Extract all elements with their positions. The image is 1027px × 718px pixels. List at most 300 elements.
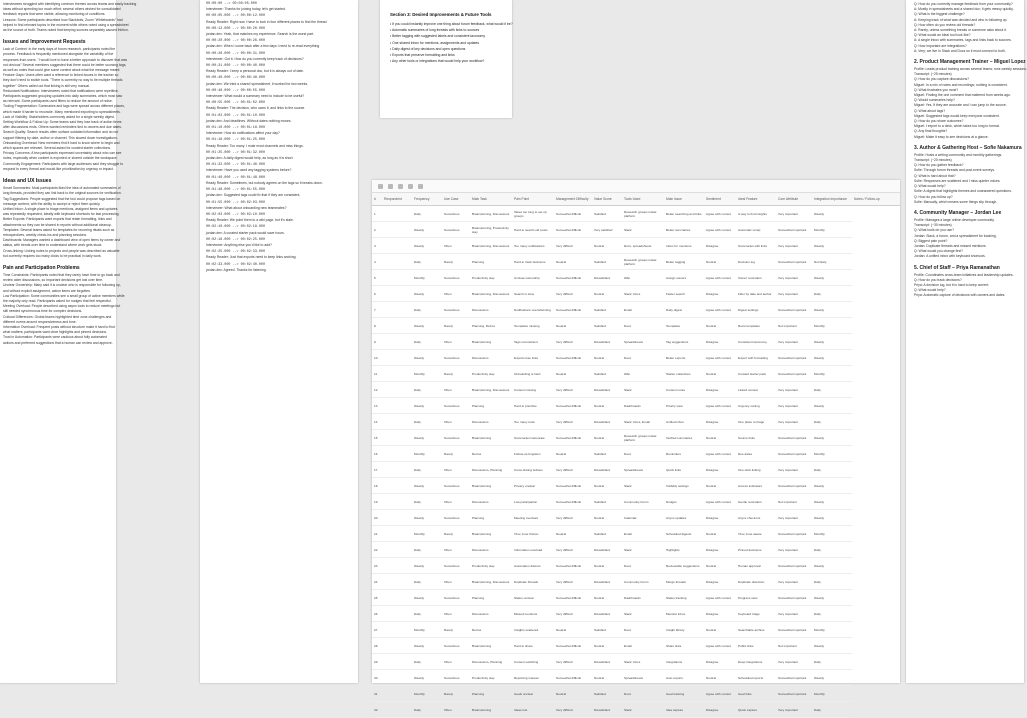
table-cell[interactable]: Monthly [812,686,852,702]
table-cell[interactable]: Assign owners [664,270,704,286]
table-row[interactable] [372,654,900,670]
table-cell[interactable]: Weekly [812,334,852,350]
table-cell[interactable]: Sometimes [442,270,470,286]
table-cell[interactable]: Consistent taxonomy [736,334,776,350]
table-cell[interactable]: Weekly [812,670,852,686]
table-cell[interactable]: Very difficult [554,334,592,350]
table-cell[interactable]: 14 [372,414,382,430]
table-cell[interactable]: Reminders [664,446,704,462]
table-cell[interactable]: Onboarding is hard [512,366,554,382]
table-cell[interactable]: Keyboard triage [736,606,776,622]
table-cell[interactable]: Tags inconsistent [512,334,554,350]
table-row[interactable] [372,302,900,318]
table-cell[interactable]: Dissatisfied [592,334,622,350]
table-cell[interactable]: Public links [736,638,776,654]
table-cell[interactable]: Neutral [704,670,736,686]
table-cell[interactable]: Very important [776,654,812,670]
table-cell[interactable]: Hard to prioritize [512,398,554,414]
table-cell[interactable]: Weekly [812,510,852,526]
table-cell[interactable]: Due dates [736,446,776,462]
table-cell[interactable]: Context notes [664,382,704,398]
column-header[interactable]: Frequency [412,193,442,206]
table-cell[interactable] [382,654,412,670]
table-cell[interactable]: Slack [622,702,664,718]
column-header[interactable]: Core Attribute [776,193,812,206]
table-cell[interactable]: Agree with current [704,638,736,654]
table-cell[interactable]: Agree with current [704,494,736,510]
table-cell[interactable]: Very important [776,462,812,478]
table-cell[interactable]: Very important [776,510,812,526]
table-cell[interactable] [382,286,412,302]
table-cell[interactable]: Slack, Docs [622,286,664,302]
table-cell[interactable]: Scheduled digests [664,526,704,542]
table-cell[interactable]: Somewhat difficult [554,206,592,222]
table-cell[interactable]: Very important [776,414,812,430]
table-cell[interactable]: Insights scattered [512,622,554,638]
table-cell[interactable]: Search is slow [512,286,554,302]
table-cell[interactable]: Slack [622,222,664,238]
table-cell[interactable]: 3 [372,238,382,254]
table-cell[interactable]: Agree with current [704,686,736,702]
table-cell[interactable]: Weekly [812,270,852,286]
table-cell[interactable]: Somewhat important [776,430,812,446]
table-cell[interactable]: Disagree [704,238,736,254]
table-cell[interactable]: Disagree [704,334,736,350]
table-cell[interactable]: Unified inbox [664,414,704,430]
table-row[interactable] [372,318,900,334]
table-cell[interactable]: Disagree [704,654,736,670]
table-cell[interactable]: Community forum [622,574,664,590]
table-cell[interactable]: Too many tools [512,414,554,430]
table-cell[interactable]: Scheduled reports [736,670,776,686]
table-cell[interactable]: Rarely [442,526,470,542]
table-cell[interactable]: Weekly [412,222,442,238]
table-cell[interactable]: Often [442,606,470,622]
table-cell[interactable]: 28 [372,638,382,654]
table-cell[interactable]: Weekly [812,478,852,494]
table-cell[interactable]: Neutral [704,430,736,446]
table-cell[interactable]: Neutral [704,318,736,334]
table-cell[interactable]: Better exports [664,350,704,366]
table-cell[interactable]: Monthly [812,526,852,542]
table-cell[interactable]: Satisfied [592,366,622,382]
table-cell[interactable]: Somewhat important [776,254,812,270]
column-header[interactable]: Use Case [442,193,470,206]
table-cell[interactable]: 32 [372,702,382,718]
table-cell[interactable]: Somewhat difficult [554,494,592,510]
table-cell[interactable]: Brainstorming, Productivity stay [470,222,512,238]
table-row[interactable] [372,526,900,542]
table-cell[interactable]: Weekly [412,238,442,254]
table-cell[interactable]: Daily [412,542,442,558]
table-cell[interactable]: 12 [372,382,382,398]
table-cell[interactable]: Dissatisfied [592,702,622,718]
table-cell[interactable]: Dissatisfied [592,462,622,478]
table-cell[interactable]: Very important [776,542,812,558]
table-cell[interactable]: Goal links [736,686,776,702]
table-cell[interactable]: Somewhat difficult [554,558,592,574]
table-cell[interactable]: Goal tracking [664,686,704,702]
table-cell[interactable]: Neutral [592,510,622,526]
table-cell[interactable]: Very difficult [554,414,592,430]
table-cell[interactable]: Somewhat difficult [554,350,592,366]
table-cell[interactable]: Sometimes [442,638,470,654]
table-cell[interactable]: Somewhat difficult [554,590,592,606]
table-cell[interactable]: Daily [812,462,852,478]
table-cell[interactable]: Weekly [412,638,442,654]
table-cell[interactable] [382,366,412,382]
table-cell[interactable]: One place to triage [736,414,776,430]
table-cell[interactable]: Daily [812,654,852,670]
table-cell[interactable]: Daily digest [664,302,704,318]
table-cell[interactable]: Slack [622,542,664,558]
table-cell[interactable]: Brainstorming, Discussions [470,382,512,398]
table-cell[interactable]: Docs [622,622,664,638]
table-cell[interactable]: Somewhat important [776,446,812,462]
table-cell[interactable]: Rarely [442,686,470,702]
table-row[interactable] [372,606,900,622]
table-cell[interactable]: 27 [372,622,382,638]
table-cell[interactable]: 21 [372,526,382,542]
table-cell[interactable]: Not important [776,638,812,654]
column-header[interactable]: Respondent [382,193,412,206]
table-row[interactable] [372,686,900,702]
table-cell[interactable]: Mention inbox [664,606,704,622]
table-cell[interactable]: 15 [372,430,382,446]
table-cell[interactable]: Research groups inside platform [622,254,664,270]
table-cell[interactable]: Sometimes [442,222,470,238]
table-cell[interactable]: Cross-linking tedious [512,462,554,478]
table-cell[interactable]: 11 [372,366,382,382]
column-header[interactable]: Value Score [592,193,622,206]
table-cell[interactable]: Often [442,654,470,670]
table-cell[interactable]: Neutral [592,238,622,254]
table-cell[interactable]: Follow-up forgotten [512,446,554,462]
table-cell[interactable] [382,478,412,494]
table-cell[interactable]: 7 [372,302,382,318]
table-cell[interactable]: Discussions [470,542,512,558]
table-cell[interactable]: Very difficult [554,574,592,590]
table-cell[interactable]: Meeting overload [512,510,554,526]
table-row[interactable] [372,238,900,254]
table-row[interactable] [372,222,900,238]
table-cell[interactable]: 2 [372,222,382,238]
table-cell[interactable]: Slack, Docs [622,654,664,670]
table-cell[interactable]: Disagree [704,542,736,558]
table-cell[interactable]: Very important [776,270,812,286]
table-cell[interactable]: Sometimes [442,510,470,526]
table-cell[interactable]: Daily [412,606,442,622]
table-cell[interactable]: Neutral [554,254,592,270]
table-cell[interactable]: Often [442,574,470,590]
table-cell[interactable]: Monthly [412,686,442,702]
table-cell[interactable]: Discussions, Planning [470,462,512,478]
table-row[interactable] [372,590,900,606]
table-cell[interactable]: Very important [776,334,812,350]
table-cell[interactable]: Somewhat difficult [554,670,592,686]
table-cell[interactable]: Somewhat important [776,478,812,494]
table-cell[interactable]: Rarely [442,446,470,462]
table-cell[interactable]: One-click linking [736,462,776,478]
table-cell[interactable]: Privacy unclear [512,478,554,494]
table-cell[interactable]: Satisfied [592,254,622,270]
table-cell[interactable]: Neutral [704,254,736,270]
table-cell[interactable]: Disagree [704,606,736,622]
table-cell[interactable]: Starter collections [664,366,704,382]
table-cell[interactable]: Rarely [442,366,470,382]
table-cell[interactable]: Auto reports [664,670,704,686]
table-cell[interactable]: Sometimes [442,302,470,318]
table-row[interactable] [372,494,900,510]
table-cell[interactable]: Context switching [512,654,554,670]
table-cell[interactable]: Neutral [592,478,622,494]
table-cell[interactable]: 13 [372,398,382,414]
table-cell[interactable]: Highlights [664,542,704,558]
table-cell[interactable]: Somewhat important [776,526,812,542]
table-cell[interactable]: Satisfied [592,526,622,542]
table-cell[interactable]: Daily [812,606,852,622]
table-cell[interactable]: Weekly [812,494,852,510]
table-cell[interactable]: Daily [412,702,442,718]
table-cell[interactable]: Brainstorming, Discussions [470,574,512,590]
table-cell[interactable]: Reporting manual [512,670,554,686]
table-cell[interactable] [382,638,412,654]
table-row[interactable] [372,462,900,478]
table-cell[interactable]: Daily [812,414,852,430]
toolbar-icon[interactable] [378,184,383,189]
table-cell[interactable]: Notifications overwhelming [512,302,554,318]
toolbar-icon[interactable] [388,184,393,189]
table-cell[interactable]: Disagree [704,702,736,718]
table-cell[interactable]: Faster search [664,286,704,302]
table-cell[interactable]: Email [622,526,664,542]
table-cell[interactable]: Monthly [412,366,442,382]
table-cell[interactable]: Neutral [592,670,622,686]
table-cell[interactable] [382,606,412,622]
table-cell[interactable]: Pinned decisions [736,542,776,558]
table-cell[interactable]: Agree with current [704,302,736,318]
table-cell[interactable]: Weekly [412,398,442,414]
table-cell[interactable]: Dissatisfied [592,606,622,622]
table-cell[interactable] [382,398,412,414]
table-cell[interactable]: Neutral [592,398,622,414]
table-cell[interactable]: 29 [372,654,382,670]
table-cell[interactable]: Daily [412,382,442,398]
table-row[interactable] [372,510,900,526]
table-cell[interactable] [382,622,412,638]
table-cell[interactable]: Curated starter pack [736,366,776,382]
table-row[interactable] [372,206,900,222]
table-cell[interactable]: Neutral [704,366,736,382]
table-cell[interactable]: Very difficult [554,654,592,670]
column-header[interactable]: Integration Importance [812,193,852,206]
table-row[interactable] [372,334,900,350]
table-cell[interactable]: Rarely [442,622,470,638]
table-cell[interactable]: Sometimes [442,558,470,574]
table-cell[interactable]: Neutral [554,686,592,702]
table-cell[interactable]: Neutral [592,558,622,574]
table-cell[interactable]: Weekly [812,302,852,318]
table-cell[interactable]: Sometimes [442,350,470,366]
table-cell[interactable]: Often [442,334,470,350]
table-cell[interactable]: Rarely [442,318,470,334]
table-cell[interactable]: Better summaries [664,222,704,238]
table-cell[interactable]: Satisfied [592,622,622,638]
table-cell[interactable]: Satisfied [592,206,622,222]
table-cell[interactable]: 6 [372,286,382,302]
table-cell[interactable] [382,318,412,334]
table-cell[interactable]: Inbox for mentions [664,238,704,254]
table-cell[interactable]: Very difficult [554,286,592,302]
table-cell[interactable] [382,574,412,590]
table-cell[interactable]: Neutral [554,318,592,334]
table-cell[interactable]: Somewhat difficult [554,430,592,446]
table-cell[interactable]: Monthly [812,318,852,334]
column-header[interactable]: Pain Point [512,193,554,206]
toolbar-icon[interactable] [408,184,413,189]
table-cell[interactable]: Hard to search old posts [512,222,554,238]
table-cell[interactable]: Neutral [704,558,736,574]
table-cell[interactable]: Neutral [554,622,592,638]
table-row[interactable] [372,670,900,686]
table-row[interactable] [372,398,900,414]
table-cell[interactable]: Better searching and links [664,206,704,222]
table-cell[interactable]: Somewhat difficult [554,302,592,318]
table-cell[interactable]: Docs [622,558,664,574]
table-cell[interactable]: 26 [372,606,382,622]
table-cell[interactable]: Brainstorming, Discussions [470,286,512,302]
table-cell[interactable]: Ideas lost [512,702,554,718]
column-header[interactable]: # [372,193,382,206]
table-cell[interactable]: Human approval [736,558,776,574]
table-cell[interactable]: Weekly [812,350,852,366]
table-cell[interactable]: Sometimes [442,590,470,606]
table-cell[interactable]: Very difficult [554,238,592,254]
table-cell[interactable]: 9 [372,334,382,350]
table-cell[interactable]: Very important [776,702,812,718]
table-cell[interactable]: Integrations [664,654,704,670]
table-cell[interactable]: Planning [470,510,512,526]
table-cell[interactable]: Rarely [442,254,470,270]
table-cell[interactable]: Somewhat important [776,302,812,318]
table-cell[interactable]: Neutral [704,622,736,638]
table-cell[interactable]: Share links [664,638,704,654]
table-cell[interactable]: Very difficult [554,510,592,526]
table-cell[interactable]: Async updates [664,510,704,526]
table-cell[interactable]: Information overload [512,542,554,558]
table-cell[interactable]: Planning [470,398,512,414]
table-cell[interactable]: Neutral [554,526,592,542]
table-cell[interactable]: Automatic recap [736,222,776,238]
table-cell[interactable]: 8 [372,318,382,334]
table-cell[interactable]: Brainstorming [470,702,512,718]
table-cell[interactable]: Planning [470,686,512,702]
table-cell[interactable]: Neutral [704,526,736,542]
table-cell[interactable]: Searchable archive [736,622,776,638]
table-cell[interactable]: Very important [776,398,812,414]
table-cell[interactable]: Spreadsheets [622,334,664,350]
table-cell[interactable]: Neutral [554,446,592,462]
table-row[interactable] [372,350,900,366]
table-cell[interactable]: 16 [372,446,382,462]
table-cell[interactable]: Quick links [664,462,704,478]
table-cell[interactable]: Discussions [470,350,512,366]
table-row[interactable] [372,558,900,574]
table-cell[interactable]: Weekly [812,398,852,414]
table-cell[interactable]: Urgency sorting [736,398,776,414]
table-row[interactable] [372,446,900,462]
table-cell[interactable]: Source links [736,430,776,446]
table-cell[interactable]: 19 [372,494,382,510]
table-cell[interactable]: Somewhat difficult [554,478,592,494]
table-cell[interactable] [382,414,412,430]
table-cell[interactable]: Better tagging [664,254,704,270]
table-cell[interactable]: Somewhat difficult [554,398,592,414]
table-cell[interactable]: Weekly [812,638,852,654]
table-row[interactable] [372,366,900,382]
table-cell[interactable]: Sometimes [442,430,470,446]
table-cell[interactable]: Daily [412,254,442,270]
table-cell[interactable]: Duplicate detection [736,574,776,590]
table-cell[interactable]: Brainstorming [470,638,512,654]
table-cell[interactable]: Daily [812,702,852,718]
table-cell[interactable]: Daily [412,414,442,430]
table-cell[interactable]: Daily [412,574,442,590]
table-cell[interactable]: Summaries with links [736,238,776,254]
table-cell[interactable]: Somewhat difficult [554,222,592,238]
table-cell[interactable]: Context missing [512,382,554,398]
table-cell[interactable]: Monthly [812,622,852,638]
table-cell[interactable]: Agree with current [704,206,736,222]
table-cell[interactable]: Sometimes [442,478,470,494]
table-cell[interactable] [382,558,412,574]
table-cell[interactable]: Insight library [664,622,704,638]
table-cell[interactable]: Often [442,542,470,558]
table-cell[interactable]: Disagree [704,462,736,478]
table-cell[interactable]: Monthly [812,366,852,382]
table-row[interactable] [372,254,900,270]
table-cell[interactable]: Agree with current [704,350,736,366]
table-cell[interactable]: Daily [412,462,442,478]
table-cell[interactable]: Exports lose links [512,350,554,366]
table-cell[interactable]: Status tracking [664,590,704,606]
table-cell[interactable]: Disagree [704,286,736,302]
table-cell[interactable]: Templates [664,318,704,334]
column-header[interactable]: Notes / Follow-up [852,193,900,206]
table-cell[interactable]: Daily [412,494,442,510]
table-cell[interactable]: Docs [622,686,664,702]
table-cell[interactable]: Summaries inaccurate [512,430,554,446]
table-cell[interactable]: Export with formatting [736,350,776,366]
table-cell[interactable]: Planning [470,254,512,270]
table-cell[interactable]: Sometimes [442,398,470,414]
toolbar-icon[interactable] [398,184,403,189]
table-cell[interactable]: Automation distrust [512,558,554,574]
table-row[interactable] [372,430,900,446]
column-header[interactable]: Main Issue [664,193,704,206]
table-cell[interactable]: Monthly [812,222,852,238]
table-cell[interactable]: A way to find insights [736,206,776,222]
table-cell[interactable]: 23 [372,558,382,574]
table-cell[interactable]: Weekly [412,350,442,366]
table-cell[interactable]: Weekly [412,318,442,334]
table-cell[interactable]: Neutral [592,638,622,654]
table-cell[interactable]: Docs, spreadsheets [622,238,664,254]
table-cell[interactable]: 24 [372,574,382,590]
table-cell[interactable]: Slack, Docs, Email [622,414,664,430]
table-cell[interactable]: Weekly [812,590,852,606]
table-cell[interactable]: Often [442,494,470,510]
